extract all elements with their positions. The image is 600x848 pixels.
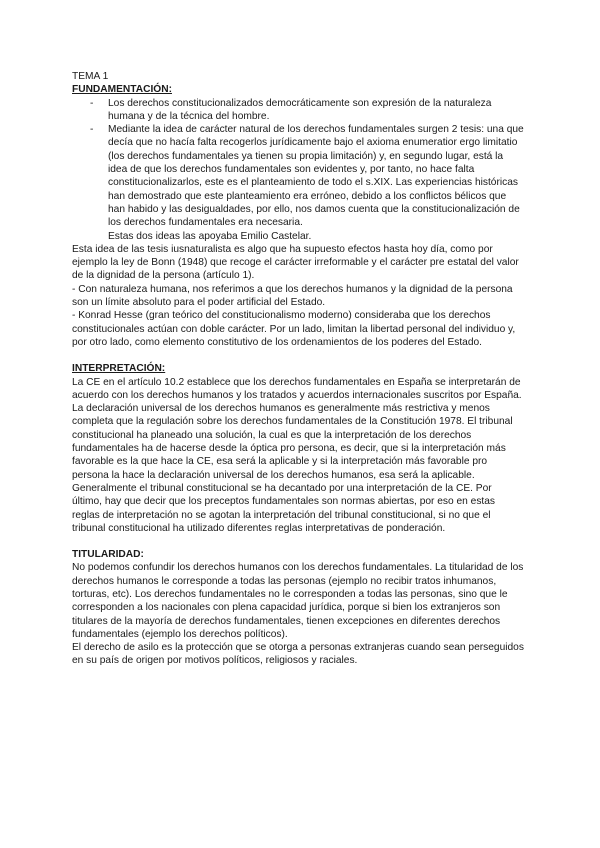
paragraph: La CE en el artículo 10.2 establece que los derechos fundamentales en España se interpretarán de acuerdo con los derechos humanos y los tratados y acuerdos internacionales suscritos por España. La declaración universal de los derechos humanos es generalmente más restrictiva y menos completa que la regulación sobre los derechos fundamentales de la Constitución 1978. El tribunal constitucional ha planeado una solución, la cual es que la interpretación de los derechos fundamentales ha de hacerse desde la óptica pro persona, es decir, que si la interpretación más favorable es la que hace la CE, esa será la aplicable y si la interpretación más favorable pro persona la hace la declaración universal de los derechos humanos, esa será la aplicable. Generalmente el tribunal constitucional se ha decantado por una interpretación de la CE. Por último, hay que decir que los preceptos fundamentales son normas abiertas, por eso en estas reglas de interpretación no se agotan la interpretación del tribunal constitucional, si no que el tribunal constitucional ha utilizado diferentes reglas interpretativas de ponderación.: [72, 376, 522, 534]
paragraph: El derecho de asilo es la protección que se otorga a personas extranjeras cuando sean perseguidos en su país de origen por motivos políticos, religiosos y raciales.: [72, 642, 524, 667]
paragraph: - Konrad Hesse (gran teórico del constitucionalismo moderno) consideraba que los derechos constitucionales actúan con doble carácter. Por un lado, limitan la libertad personal del individuo y, por otro lado, como elemento constitutivo de los ordenamientos de los poderes del Estado.: [72, 310, 516, 348]
section-spacer: [72, 535, 524, 548]
section-titularidad: [72, 548, 524, 668]
list-item: [72, 97, 524, 124]
document-page: [72, 70, 524, 668]
section-spacer: [72, 349, 524, 362]
section-heading-titularidad: TITULARIDAD:: [72, 549, 144, 561]
section-heading-interpretacion: INTERPRETACIÓN:: [72, 363, 166, 375]
list-item: [72, 123, 524, 229]
note-paragraph: Estas dos ideas las apoyaba Emilio Castelar.: [108, 230, 312, 242]
section-interpretacion: [72, 362, 524, 535]
list-item-text: Los derechos constitucionalizados democráticamente son expresión de la naturaleza humana y de la técnica del hombre.: [108, 97, 492, 122]
section-heading-fundamentacion: FUNDAMENTACIÓN:: [72, 84, 172, 96]
section-fundamentacion: [72, 83, 524, 349]
bullet-dash-icon: -: [90, 124, 94, 136]
bullet-list: [72, 97, 524, 230]
paragraph: - Con naturaleza humana, nos referimos a que los derechos humanos y la dignidad de la persona son un límite absoluto para el poder artificial del Estado.: [72, 283, 513, 309]
paragraph: Esta idea de las tesis iusnaturalista es algo que ha supuesto efectos hasta hoy día, como por ejemplo la ley de Bonn (1948) que recoge el carácter irreformable y el carácter pre estatal del valor de la dignidad de la persona (artículo 1).: [72, 243, 519, 282]
paragraph: No podemos confundir los derechos humanos con los derechos fundamentales. La titularidad de los derechos humanos le corresponde a todas las personas (ejemplo no recibir tratos inhumanos, torturas, etc). Los derechos fundamentales no le corresponden a todas las personas, sino que le corresponden a los nacionales con plena capacidad jurídica, porque si bien los extranjeros son titulares de la mayoría de derechos fundamentales, tienen excepciones en diferentes derechos fundamentales (ejemplo los derechos políticos).: [72, 562, 524, 640]
document-title: TEMA 1: [72, 71, 109, 82]
bullet-dash-icon: -: [90, 97, 94, 109]
list-item-text: Mediante la idea de carácter natural de los derechos fundamentales surgen 2 tesis: una que decía que no hacía falta recogerlos jurídicamente bajo el axioma enumeratior ergo limitatio (los derechos fundamentales ya tienen su propia limitación) y, en segundo lugar, está la idea de que los derechos fundamentales son evidentes y, por tanto, no hace falta constitucionalizarlos, este es el planteamiento de todo el s.XIX. Las experiencias históricas han demostrado que este planteamiento era erróneo, debido a los conflictos bélicos que han habido y las desigualdades, por ello, nos damos cuenta que la constitucionalización de los derechos fundamentales era necesaria.: [108, 124, 524, 229]
